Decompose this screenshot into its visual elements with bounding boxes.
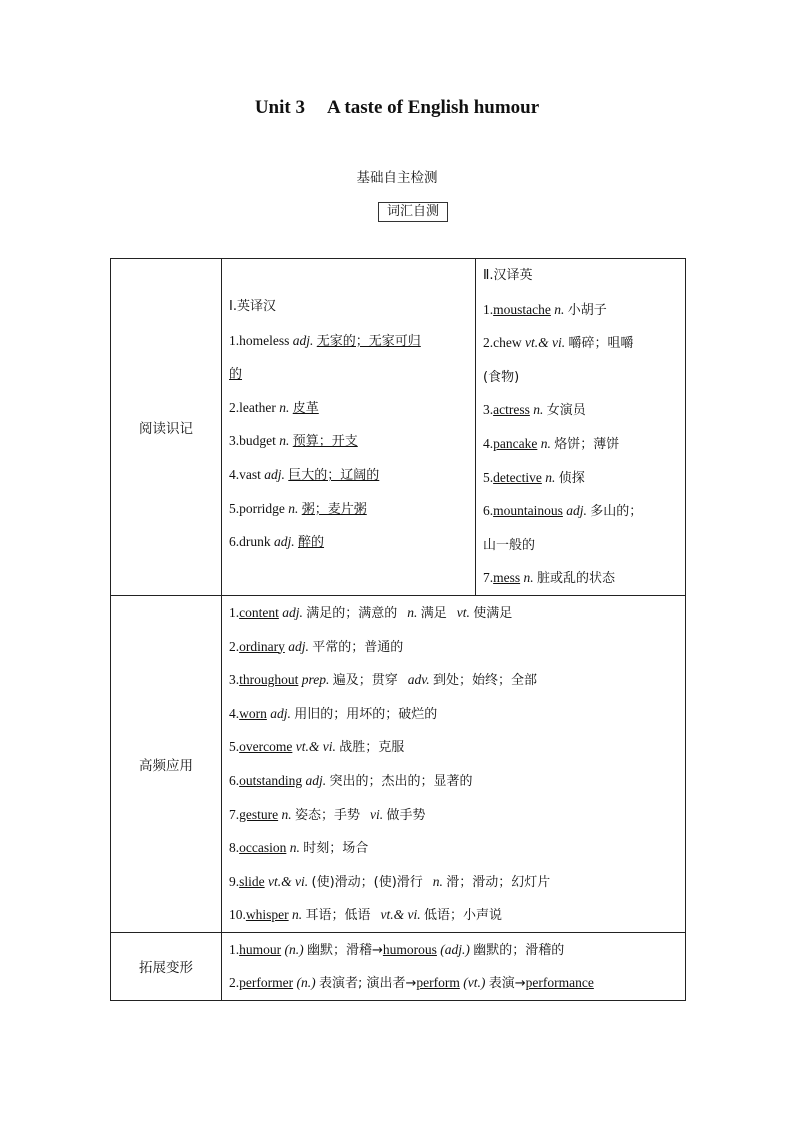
expand-cell — [222, 932, 686, 1000]
list-item: 3.budget n. 预算；开支 — [229, 433, 358, 450]
section-label: 词汇自测 — [378, 202, 448, 222]
section-subtitle: 基础自主检测 — [356, 170, 438, 186]
table-row-expand — [111, 932, 686, 1000]
list-item: 4.vast adj. 巨大的；辽阔的 — [229, 466, 380, 483]
list-item: 1.moustache n. 小胡子 — [483, 301, 607, 318]
list-item: 2.ordinary adj. 平常的；普通的 — [229, 638, 404, 655]
list-item-cont: 山一般的 — [483, 537, 536, 553]
list-item: 3.throughout prep. 遍及；贯穿 adv. 到处；始终；全部 — [229, 672, 538, 689]
table-row-reading — [111, 259, 686, 596]
list-item: 4.pancake n. 烙饼；薄饼 — [483, 435, 620, 452]
list-item: 7.mess n. 脏或乱的状态 — [483, 570, 616, 587]
table-row-high-freq — [111, 595, 686, 932]
list-item-cont: 的 — [229, 367, 243, 383]
list-item: 4.worn adj. 用旧的；用坏的；破烂的 — [229, 705, 438, 722]
list-item: 10.whisper n. 耳语；低语 vt.& vi. 低语；小声说 — [229, 907, 503, 924]
list-item: 1.homeless adj. 无家的；无家可归 — [229, 332, 421, 349]
list-item: 5.porridge n. 粥；麦片粥 — [229, 500, 367, 517]
list-item: 2.performer (n.) 表演者; 演出者→perform (vt.) 表演→performance — [229, 975, 594, 992]
row-label-expand: 拓展变形 — [111, 932, 222, 1000]
eng-to-cn-cell — [222, 259, 476, 596]
list-item: 7.gesture n. 姿态；手势 vi. 做手势 — [229, 806, 426, 823]
list-item: 1.content adj. 满足的；满意的 n. 满足 vt. 使满足 — [229, 604, 513, 621]
list-item: 2.leather n. 皮革 — [229, 399, 319, 416]
cn-to-eng-cell — [476, 259, 686, 596]
list-item: 8.occasion n. 时刻；场合 — [229, 840, 369, 857]
row-label-reading: 阅读识记 — [111, 259, 222, 596]
list-item: 1.humour (n.) 幽默；滑稽→humorous (adj.) 幽默的；滑稽的 — [229, 941, 565, 958]
list-item: 5.overcome vt.& vi. 战胜；克服 — [229, 739, 405, 756]
row-label-high-freq: 高频应用 — [111, 595, 222, 932]
vocab-table — [110, 258, 686, 1001]
list-item: 6.mountainous adj. 多山的； — [483, 503, 643, 520]
eng-to-cn-heading: Ⅰ.英译汉 — [229, 299, 276, 314]
page-title: Unit 3 A taste of English humour — [254, 97, 540, 118]
cn-to-eng-heading: Ⅱ.汉译英 — [483, 268, 533, 283]
list-item: 9.slide vt.& vi. (使)滑动；(使)滑行 n. 滑；滑动；幻灯片 — [229, 873, 551, 890]
high-freq-cell — [222, 595, 686, 932]
list-item: 5.detective n. 侦探 — [483, 469, 585, 486]
list-item: 6.drunk adj. 醉的 — [229, 534, 325, 551]
list-item: 3.actress n. 女演员 — [483, 402, 586, 419]
list-item: 6.outstanding adj. 突出的；杰出的；显著的 — [229, 772, 473, 789]
list-item: 2.chew vt.& vi. 嚼碎；咀嚼 — [483, 335, 634, 352]
list-item-cont: (食物) — [483, 369, 520, 385]
